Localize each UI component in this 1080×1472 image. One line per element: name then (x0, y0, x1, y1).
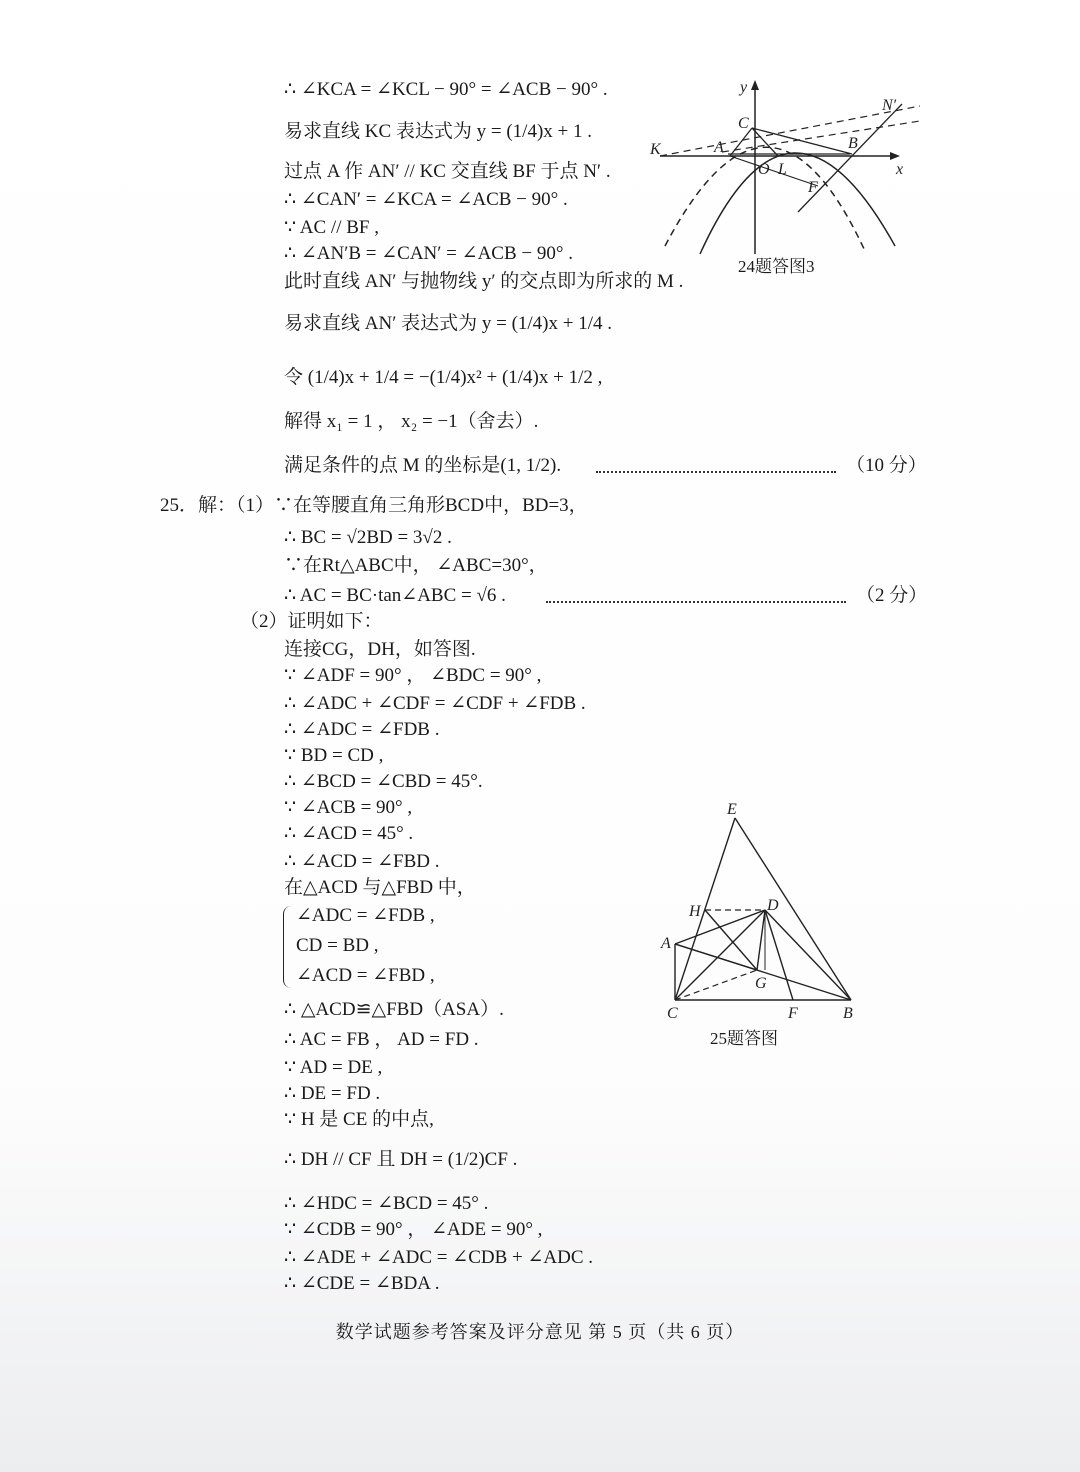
text-line: 令 (1/4)x + 1/4 = −(1/4)x² + (1/4)x + 1/2 , (284, 367, 603, 388)
label-e: E (727, 801, 737, 818)
text-line: 易求直线 AN′ 表达式为 y = (1/4)x + 1/4 . (284, 313, 612, 334)
text-line: ∴ AC = BC·tan∠ABC = √6 . (284, 585, 506, 606)
segment-df (765, 910, 793, 1000)
figure-25-caption: 25题答图 (710, 1029, 778, 1048)
question-heading: 25．解：（1）∵在等腰直角三角形BCD中，BD=3， (160, 495, 588, 516)
label-g: G (755, 975, 767, 992)
page-footer: 数学试题参考答案及评分意见 第 5 页（共 6 页） (335, 1322, 745, 1342)
line-kc-dashed (660, 106, 920, 156)
text-line: ∴ ∠BCD = ∠CBD = 45°. (284, 771, 483, 792)
segment-cd (675, 910, 765, 1000)
label-d: D (767, 897, 779, 914)
line-cb (752, 128, 852, 154)
segment-ce (675, 818, 735, 1000)
segment-cg-dashed (675, 970, 757, 1000)
y-axis-arrow (751, 80, 759, 90)
x-axis-arrow (890, 152, 900, 160)
figure-24-caption: 24题答图3 (738, 257, 815, 276)
text-line: ∴ ∠AN′B = ∠CAN′ = ∠ACB − 90° . (284, 243, 573, 264)
label-f: F (788, 1005, 798, 1022)
text-line: ∵ BD = CD , (284, 745, 384, 766)
text-line: 解得 x₁ = 1 ， x₂ = −1（舍去）. (284, 411, 539, 432)
text-line: ∴ DE = FD . (284, 1083, 381, 1104)
segment-eb (735, 818, 851, 1000)
label-h: H (689, 903, 701, 920)
label-b: B (843, 1005, 853, 1022)
score-label: （2 分） (856, 585, 928, 606)
text-line: ∴ ∠ACD = 45° . (284, 823, 414, 844)
text-line: ∴ ∠ACD = ∠FBD . (284, 851, 440, 872)
system-brace (283, 906, 292, 988)
text-line: ∵ ∠ADF = 90° ， ∠BDC = 90° , (284, 665, 542, 686)
score-leader-dots (546, 600, 846, 603)
label-b: B (848, 135, 858, 152)
label-f: F (808, 179, 818, 196)
segment-hg (705, 910, 757, 970)
text-line: ∴ DH // CF 且 DH = (1/2)CF . (284, 1149, 518, 1170)
label-l: L (778, 161, 787, 178)
figure-24-diagram (640, 76, 930, 256)
text-line: ∵在Rt△ABC中， ∠ABC=30°， (284, 555, 548, 576)
text-line: 过点 A 作 AN′ // KC 交直线 BF 于点 N′ . (284, 161, 611, 182)
segment-dg (757, 910, 765, 970)
segment-ag (675, 944, 757, 970)
label-x: x (896, 161, 904, 178)
label-n-prime: N′ (882, 97, 897, 114)
label-k: K (650, 141, 661, 158)
text-line: ∵ AC // BF , (284, 217, 379, 238)
text-line: ∴ AC = FB ， AD = FD . (284, 1029, 479, 1050)
label-c: C (667, 1005, 678, 1022)
label-o: O (758, 161, 770, 178)
system-line: CD = BD , (296, 935, 379, 956)
text-line: ∴ ∠ADC = ∠FDB . (284, 719, 440, 740)
label-c: C (738, 115, 749, 132)
parabola-solid (700, 153, 895, 254)
text-line: 在△ACD 与△FBD 中， (284, 877, 476, 898)
label-a: A (661, 935, 671, 952)
figure-25-diagram (655, 798, 865, 1024)
text-line: ∴ ∠CDE = ∠BDA . (284, 1273, 440, 1294)
text-line: ∴ △ACD≌△FBD（ASA）. (284, 999, 504, 1020)
text-line: 连接CG，DH，如答图. (284, 639, 476, 660)
text-line: ∵ ∠ACB = 90° , (284, 797, 413, 818)
sub-question-heading: （2）证明如下： (240, 611, 383, 632)
system-line: ∠ADC = ∠FDB , (296, 905, 435, 926)
text-line: ∴ ∠KCA = ∠KCL − 90° = ∠ACB − 90° . (284, 79, 608, 100)
score-leader-dots (596, 470, 836, 473)
system-line: ∠ACD = ∠FBD , (296, 965, 435, 986)
text-line: ∴ ∠HDC = ∠BCD = 45° . (284, 1193, 489, 1214)
text-line: ∵ AD = DE , (284, 1057, 383, 1078)
text-line: 满足条件的点 M 的坐标是(1, 1/2). (284, 455, 562, 476)
text-line: ∵ ∠CDB = 90° ， ∠ADE = 90° , (284, 1219, 543, 1240)
text-line: ∴ ∠CAN′ = ∠KCA = ∠ACB − 90° . (284, 189, 568, 210)
text-line: 此时直线 AN′ 与抛物线 y′ 的交点即为所求的 M . (284, 271, 684, 292)
score-label: （10 分） (846, 455, 927, 476)
line-an-dashed (722, 121, 920, 152)
text-line: ∴ ∠ADC + ∠CDF = ∠CDF + ∠FDB . (284, 693, 586, 714)
text-line: 易求直线 KC 表达式为 y = (1/4)x + 1 . (284, 121, 593, 142)
text-line: ∴ BC = √2BD = 3√2 . (284, 527, 452, 548)
line-cl (752, 128, 778, 156)
label-a: A (714, 139, 724, 156)
text-line: ∴ ∠ADE + ∠ADC = ∠CDB + ∠ADC . (284, 1247, 594, 1268)
label-y: y (740, 79, 748, 96)
text-line: ∵ H 是 CE 的中点, (284, 1109, 434, 1130)
